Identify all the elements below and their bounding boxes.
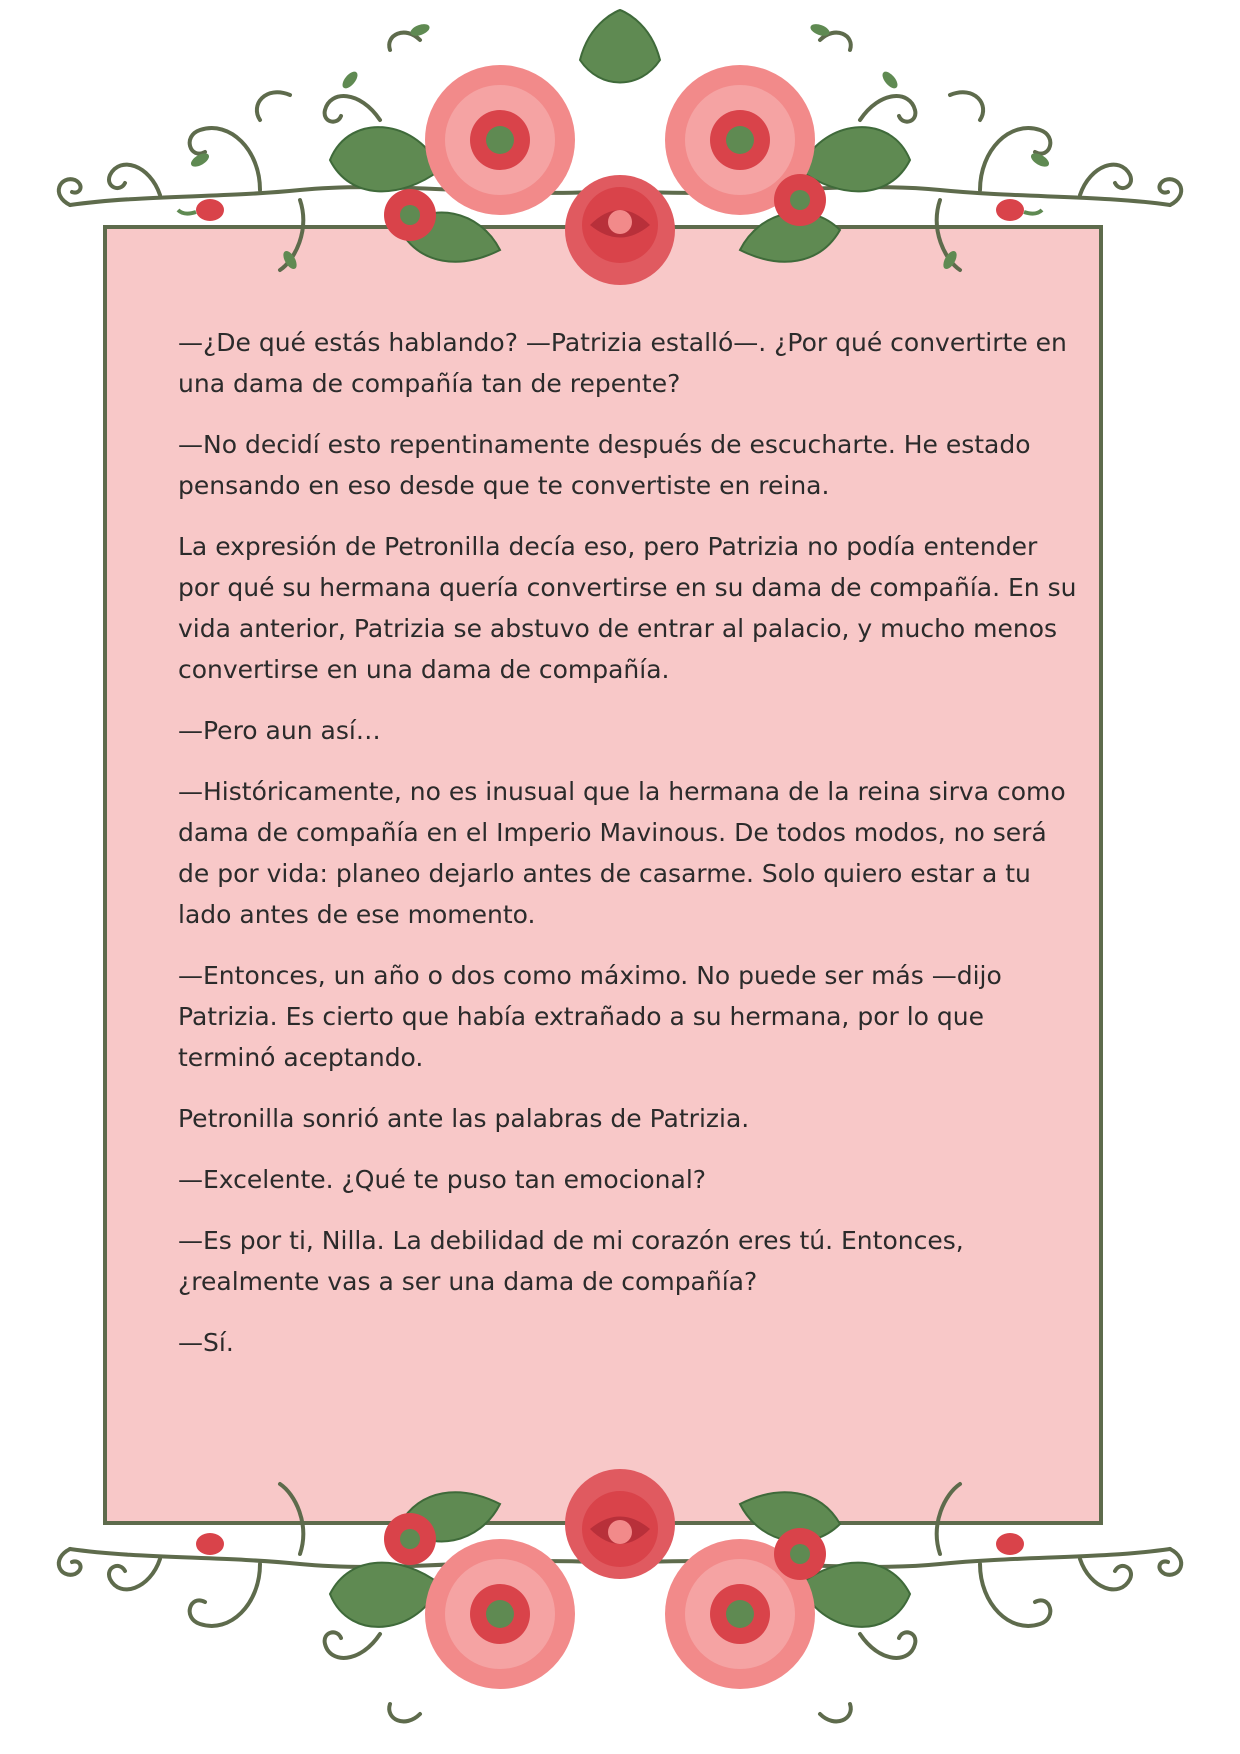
rose-center	[565, 1469, 675, 1579]
large-flower-left	[425, 1539, 575, 1689]
small-flower-right	[774, 1528, 826, 1580]
paragraph: —Pero aun así…	[178, 716, 381, 745]
story-text	[178, 322, 1078, 1383]
paragraph: —No decidí esto repentinamente después de escucharte. He estado pensando en eso desde que te convertiste en reina.	[178, 430, 1031, 500]
rosebud-right	[996, 199, 1042, 221]
rosebud-right	[996, 1533, 1024, 1555]
rose-center	[565, 175, 675, 285]
paragraph: —Entonces, un año o dos como máximo. No puede ser más —dijo Patrizia. Es cierto que había extrañado a su hermana, por lo que terminó aceptando.	[178, 961, 1002, 1072]
paragraph: Petronilla sonrió ante las palabras de Patrizia.	[178, 1104, 750, 1133]
large-flower-left	[425, 65, 575, 215]
bottom-floral-ornament	[0, 1420, 1240, 1754]
paragraph: —Sí.	[178, 1328, 234, 1357]
paragraph: —Excelente. ¿Qué te puso tan emocional?	[178, 1165, 707, 1194]
rosebud-left	[196, 1533, 224, 1555]
paragraph: —¿De qué estás hablando? —Patrizia estalló—. ¿Por qué convertirte en una dama de compañía tan de repente?	[178, 328, 1067, 398]
rosebud-left	[178, 199, 224, 221]
paragraph: La expresión de Petronilla decía eso, pero Patrizia no podía entender por qué su hermana quería convertirse en su dama de compañía. En su vida anterior, Patrizia se abstuvo de entrar al palacio, y mucho menos convertirse en una dama de compañía.	[178, 532, 1077, 684]
paragraph: —Históricamente, no es inusual que la hermana de la reina sirva como dama de compañía en el Imperio Mavinous. De todos modos, no será de por vida: planeo dejarlo antes de casarme. Solo quiero estar a tu lado antes de ese momento.	[178, 777, 1066, 929]
small-flower-left	[384, 1513, 436, 1565]
small-flower-right	[774, 174, 826, 226]
top-floral-ornament	[0, 0, 1240, 330]
small-flower-left	[384, 189, 436, 241]
paragraph: —Es por ti, Nilla. La debilidad de mi corazón eres tú. Entonces, ¿realmente vas a ser una dama de compañía?	[178, 1226, 964, 1296]
